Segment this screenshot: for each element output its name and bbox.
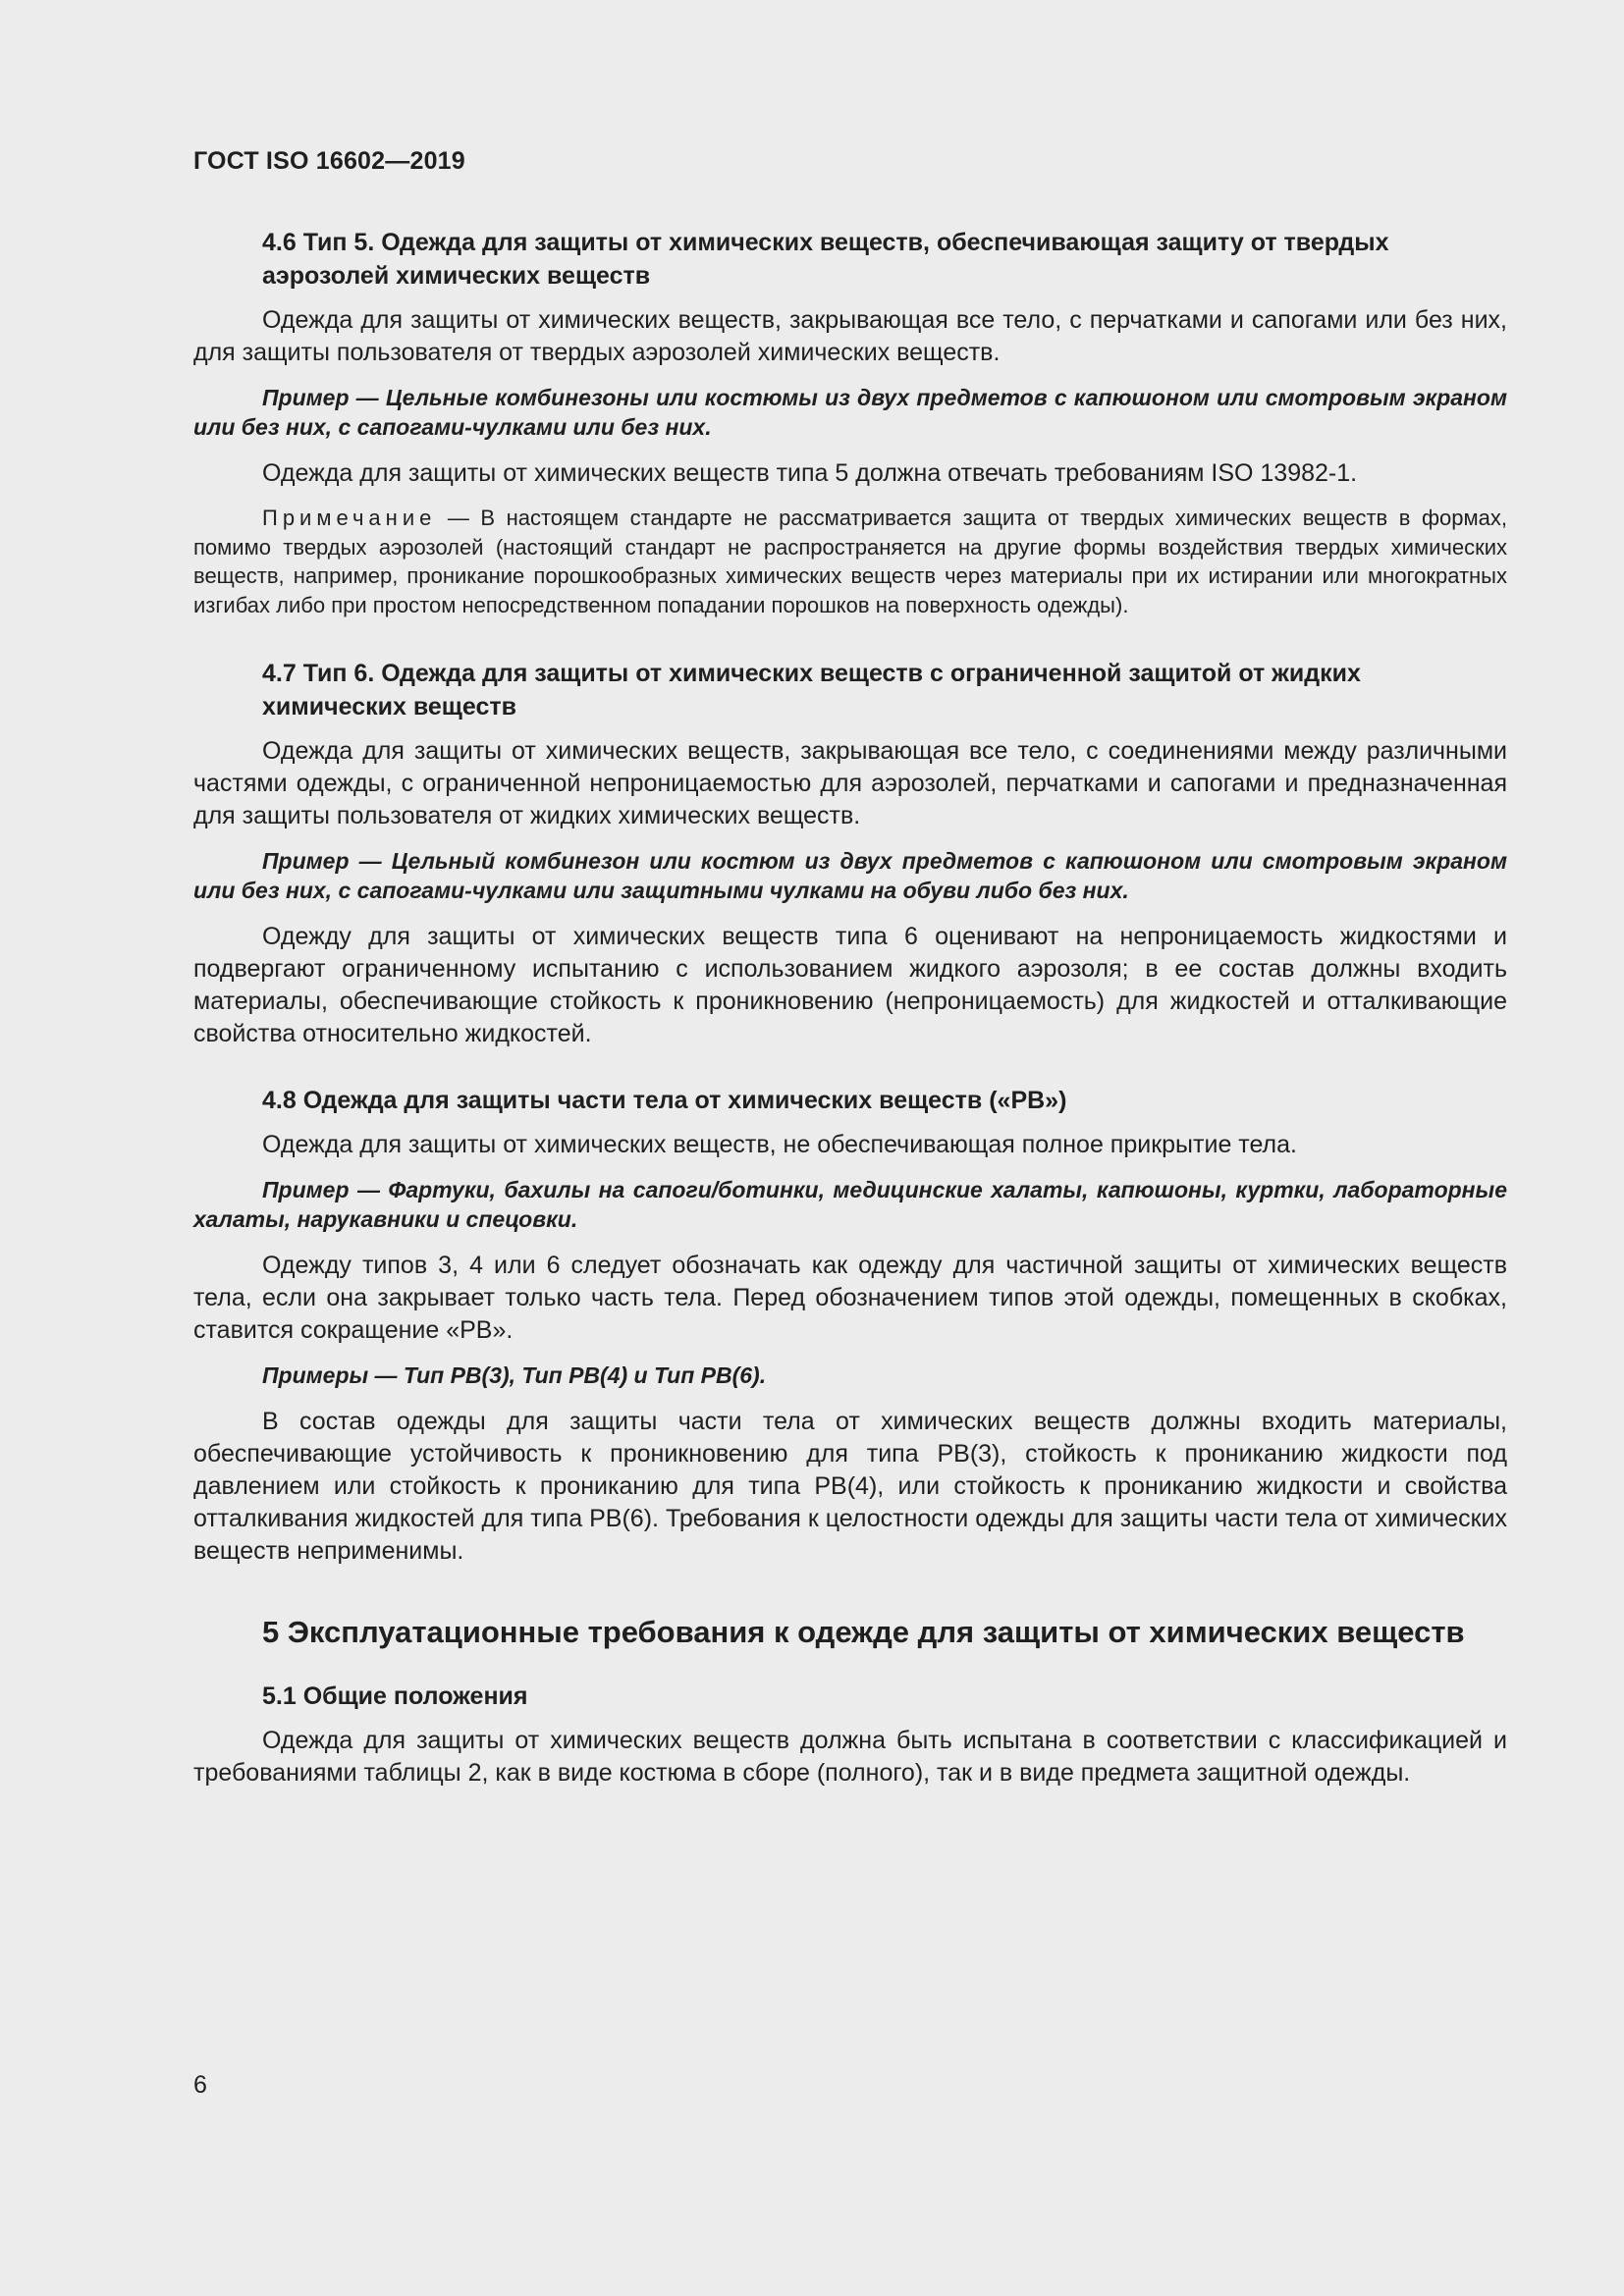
- section-4-7-example: Пример — Цельный комбинезон или костюм из двух предметов с капюшоном или смотровым экраном или без них, с сапогами-чулками или защитными чулками на обуви либо без них.: [193, 848, 1507, 903]
- note-text: — В настоящем стандарте не рассматривается защита от твердых химических веществ в формах, помимо твердых аэрозолей (настоящий стандарт не распространяется на другие формы воздействия твердых химических веществ, например, проникание порошкообразных химических веществ через материалы при их истирании или многократных изгибах либо при простом непосредственном попадании порошков на поверхность одежды).: [193, 506, 1507, 617]
- section-4-8-paragraph-1: Одежда для защиты от химических веществ, не обеспечивающая полное прикрытие тела.: [262, 1131, 1297, 1158]
- section-5-title: 5 Эксплуатационные требования к одежде для защиты от химических веществ: [262, 1615, 1465, 1649]
- section-4-6-paragraph-2: Одежда для защиты от химических веществ типа 5 должна отвечать требованиям ISO 13982-1.: [262, 459, 1358, 487]
- section-4-6-example: Пример — Цельные комбинезоны или костюмы из двух предметов с капюшоном или смотровым экраном или без них, с сапогами-чулками или без них.: [193, 385, 1507, 440]
- section-4-7-title: 4.7 Тип 6. Одежда для защиты от химических веществ с ограниченной защитой от жидких химических веществ: [262, 660, 1361, 721]
- note-label: Примечание: [262, 506, 437, 530]
- page-number: 6: [193, 2071, 207, 2099]
- section-4-8-examples: Примеры — Тип PB(3), Тип PB(4) и Тип PB(6).: [262, 1362, 767, 1388]
- section-4-6-note: [193, 504, 1507, 619]
- page-content: [193, 226, 1507, 1803]
- section-5-1-title: 5.1 Общие положения: [262, 1682, 528, 1710]
- section-4-8-example: Пример — Фартуки, бахилы на сапоги/ботинки, медицинские халаты, капюшоны, куртки, лабораторные халаты, нарукавники и спецовки.: [193, 1177, 1507, 1232]
- section-4-7-paragraph-2: Одежду для защиты от химических веществ типа 6 оценивают на непроницаемость жидкостями и подвергают ограниченному испытанию с использованием жидкого аэрозоля; в ее состав должны входить материалы, обеспечивающие стойкость к проникновению (непроницаемость) для жидкостей и отталкивающие свойства относительно жидкостей.: [193, 923, 1507, 1047]
- section-4-6-title: 4.6 Тип 5. Одежда для защиты от химических веществ, обеспечивающая защиту от твердых аэрозолей химических веществ: [262, 229, 1389, 290]
- section-4-7-paragraph-1: Одежда для защиты от химических веществ, закрывающая все тело, с соединениями между различными частями одежды, с ограниченной непроницаемостью для аэрозолей, перчатками и сапогами и предназначенная для защиты пользователя от жидких химических веществ.: [193, 737, 1507, 829]
- section-4-6-paragraph-1: Одежда для защиты от химических веществ, закрывающая все тело, с перчатками и сапогами или без них, для защиты пользователя от твердых аэрозолей химических веществ.: [193, 306, 1507, 366]
- section-4-8-paragraph-2: Одежду типов 3, 4 или 6 следует обозначать как одежду для частичной защиты от химических веществ тела, если она закрывает только часть тела. Перед обозначением типов этой одежды, помещенных в скобках, ставится сокращение «PB».: [193, 1252, 1507, 1344]
- document-header: ГОСТ ISO 16602—2019: [193, 147, 465, 175]
- section-4-8-paragraph-3: В состав одежды для защиты части тела от химических веществ должны входить материалы, обеспечивающие устойчивость к проникновению для типа PB(3), стойкость к прониканию жидкости под давлением или стойкость к прониканию для типа PB(4), или стойкость к прониканию жидкости и свойства отталкивания жидкостей для типа PB(6). Требования к целостности одежды для защиты части тела от химических веществ неприменимы.: [193, 1408, 1507, 1565]
- section-5-1-paragraph-1: Одежда для защиты от химических веществ должна быть испытана в соответствии с классификацией и требованиями таблицы 2, как в виде костюма в сборе (полного), так и в виде предмета защитной одежды.: [193, 1727, 1507, 1787]
- section-4-8-title: 4.8 Одежда для защиты части тела от химических веществ («PB»): [262, 1087, 1067, 1114]
